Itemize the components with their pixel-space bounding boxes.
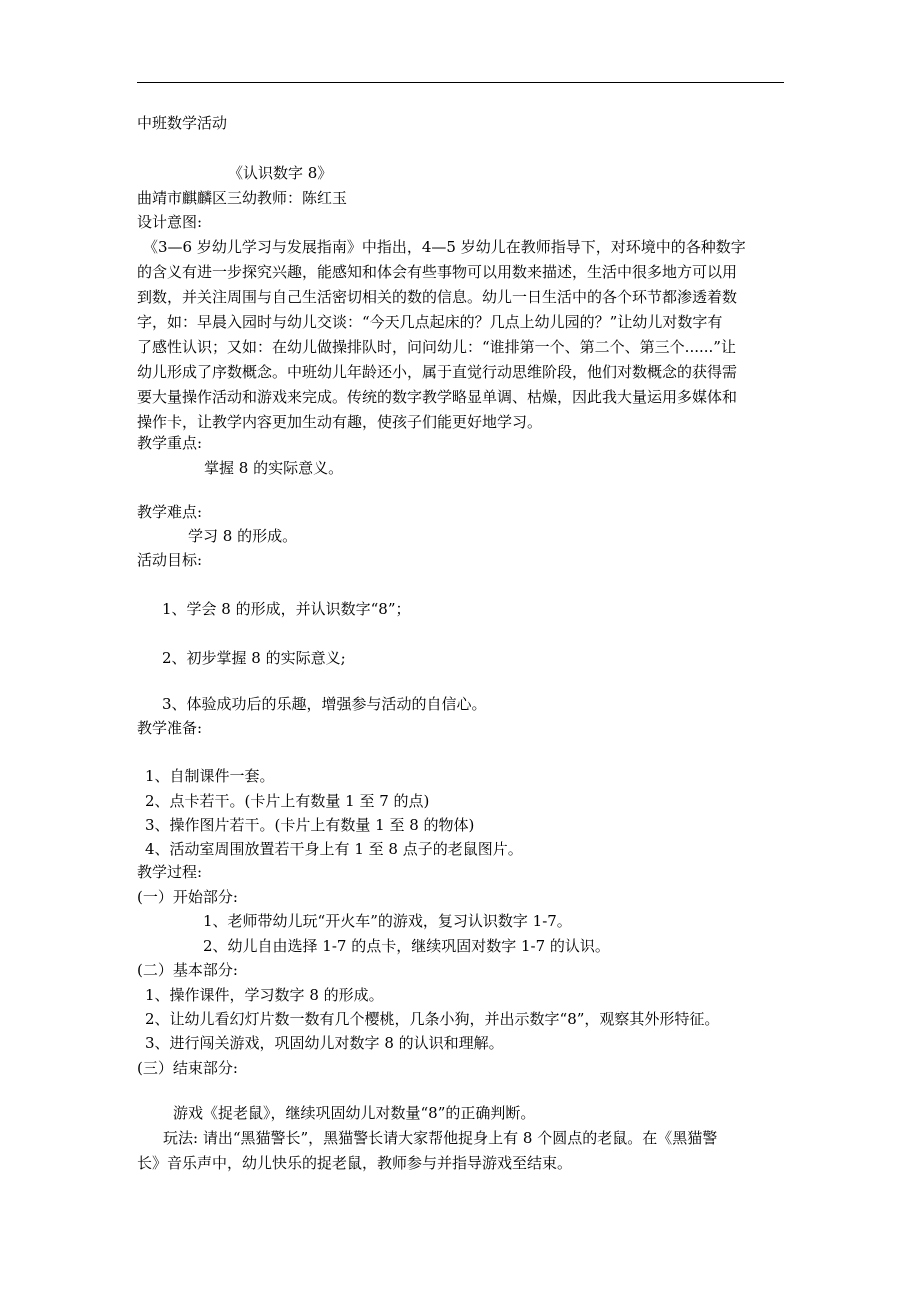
goal-item-3: 3、体验成功后的乐趣，增强参与活动的自信心。 — [162, 695, 487, 713]
intent-line-7: 要大量操作活动和游戏来完成。传统的数字教学略显单调、枯燥，因此我大量运用多媒体和 — [137, 388, 738, 406]
prep-item-2: 2、点卡若干。(卡片上有数量 1 至 7 的点) — [145, 792, 430, 810]
process-label: 教学过程: — [137, 863, 203, 881]
focus-label: 教学重点: — [137, 434, 203, 452]
part1-label: (一）开始部分: — [137, 888, 238, 906]
difficulty-label: 教学难点: — [137, 503, 203, 521]
intent-line-2: 的含义有进一步探究兴趣，能感知和体会有些事物可以用数来描述，生活中很多地方可以用 — [137, 263, 738, 281]
part1-item-2: 2、幼儿自由选择 1-7 的点卡，继续巩固对数字 1-7 的认识。 — [203, 937, 610, 955]
prep-item-4: 4、活动室周围放置若干身上有 1 至 8 点子的老鼠图片。 — [145, 840, 523, 858]
intent-line-6: 幼儿形成了序数概念。中班幼儿年龄还小，属于直觉行动思维阶段，他们对数概念的获得需 — [137, 363, 738, 381]
prep-item-3: 3、操作图片若干。(卡片上有数量 1 至 8 的物体) — [145, 816, 475, 834]
part2-label: (二）基本部分: — [137, 961, 238, 979]
prep-label: 教学准备: — [137, 719, 203, 737]
focus-text: 掌握 8 的实际意义。 — [204, 459, 344, 477]
goal-item-1: 1、学会 8 的形成，并认识数字“8”； — [162, 600, 411, 618]
goal-item-2: 2、初步掌握 8 的实际意义; — [162, 649, 346, 667]
intent-line-5: 了感性认识；又如：在幼儿做操排队时，问问幼儿：“谁排第一个、第二个、第三个......”让 — [137, 338, 736, 356]
part2-item-1: 1、操作课件，学习数字 8 的形成。 — [145, 986, 384, 1004]
prep-item-1: 1、自制课件一套。 — [145, 767, 275, 785]
lesson-title: 《认识数字 8》 — [228, 164, 333, 182]
part2-item-2: 2、让幼儿看幻灯片数一数有几个樱桃，几条小狗，并出示数字“8”，观察其外形特征。 — [145, 1010, 720, 1028]
difficulty-text: 学习 8 的形成。 — [188, 527, 298, 545]
part1-item-1: 1、老师带幼儿玩“开火车”的游戏，复习认识数字 1-7。 — [203, 912, 572, 930]
part3-label: (三）结束部分: — [137, 1059, 238, 1077]
intent-line-8: 操作卡，让教学内容更加生动有趣，使孩子们能更好地学习。 — [137, 413, 543, 431]
intent-label: 设计意图: — [137, 213, 203, 231]
intent-line-1: 《3—6 岁幼儿学习与发展指南》中指出，4—5 岁幼儿在教师指导下，对环境中的各种数字 — [143, 238, 746, 256]
intent-line-3: 到数，并关注周围与自己生活密切相关的数的信息。幼儿一日生活中的各个环节都渗透着数 — [137, 288, 738, 306]
part2-item-3: 3、进行闯关游戏，巩固幼儿对数字 8 的认识和理解。 — [145, 1034, 504, 1052]
game-line: 游戏《捉老鼠》，继续巩固幼儿对数量“8”的正确判断。 — [173, 1104, 536, 1122]
heading: 中班数学活动 — [137, 114, 228, 132]
goals-label: 活动目标: — [137, 551, 203, 569]
header-rule — [137, 82, 784, 83]
author-line: 曲靖市麒麟区三幼教师：陈红玉 — [137, 189, 348, 207]
play-line-2: 长》音乐声中，幼儿快乐的捉老鼠，教师参与并指导游戏至结束。 — [137, 1154, 573, 1172]
play-line-1: 玩法: 请出“黑猫警长”，黑猫警长请大家帮他捉身上有 8 个圆点的老鼠。在《黑猫警 — [163, 1129, 718, 1147]
intent-line-4: 字，如：早晨入园时与幼儿交谈：“今天几点起床的？几点上幼儿园的？”让幼儿对数字有 — [137, 313, 723, 331]
